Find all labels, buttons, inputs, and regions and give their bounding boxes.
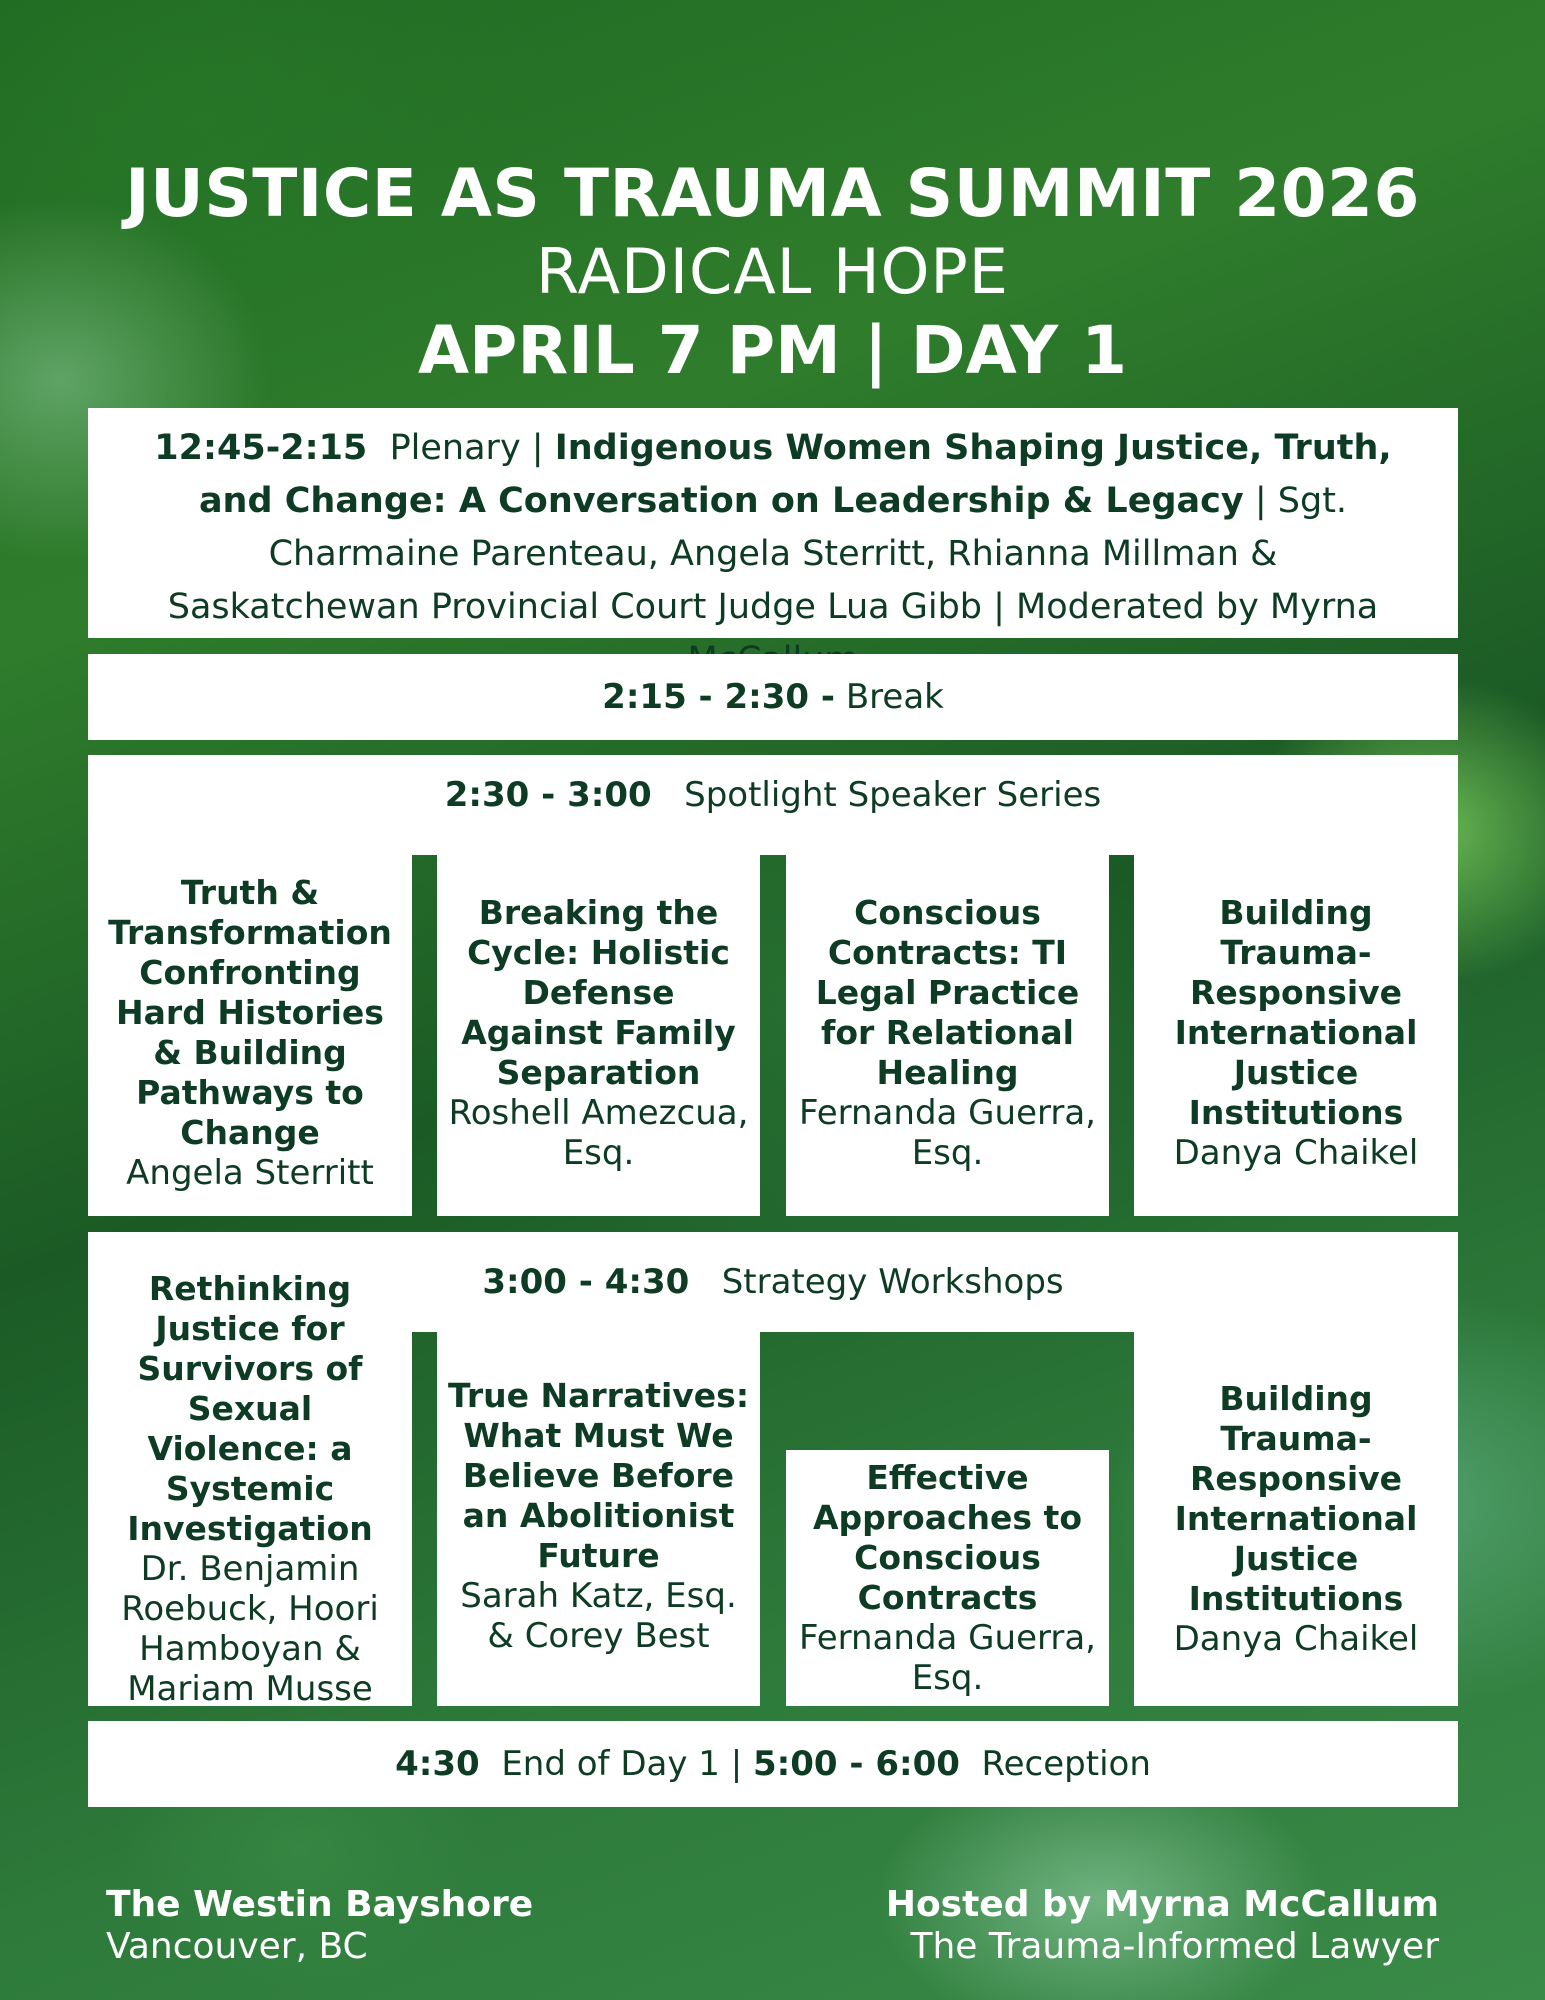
summit-title: JUSTICE AS TRAUMA SUMMIT 2026: [125, 155, 1420, 232]
break-label: Break: [845, 677, 944, 717]
spotlight-header: [88, 755, 1458, 855]
host-name: Hosted by Myrna McCallum: [885, 1884, 1439, 1925]
spotlight-time: 2:30 - 3:00: [444, 775, 652, 815]
session-speaker: Danya Chaikel: [1173, 1619, 1419, 1659]
break-panel: [88, 654, 1458, 740]
spotlight-session-1: [88, 850, 412, 1216]
session-title: Effective Approaches to Conscious Contracts: [812, 1458, 1082, 1617]
session-speaker: Angela Sterritt: [126, 1153, 374, 1193]
reception-time: 5:00 - 6:00: [752, 1744, 960, 1784]
workshop-session-1: [88, 1232, 412, 1709]
plenary-title: Indigenous Women Shaping Justice, Truth, and Change: A Conversation on Leadership & Legacy: [198, 428, 1392, 521]
end-time: 4:30: [395, 1744, 480, 1784]
session-speaker: Roshell Amezcua, Esq.: [448, 1093, 749, 1173]
plenary-panel: [88, 408, 1458, 638]
reception-label: Reception: [981, 1744, 1151, 1784]
spotlight-session-2: [437, 850, 760, 1216]
session-title: Breaking the Cycle: Holistic Defense Against Family Separation: [461, 893, 736, 1092]
session-title: Rethinking Justice for Survivors of Sexual Violence: a Systemic Investigation: [127, 1269, 373, 1548]
plenary-time: 12:45-2:15: [154, 428, 368, 468]
workshops-label: Strategy Workshops: [721, 1262, 1064, 1302]
host-org: The Trauma-Informed Lawyer: [910, 1926, 1439, 1967]
session-speaker: Fernanda Guerra, Esq.: [799, 1618, 1096, 1698]
session-title: True Narratives: What Must We Believe Before an Abolitionist Future: [447, 1375, 750, 1575]
session-title: Truth & Transformation Confronting Hard Histories & Building Pathways to Change: [108, 873, 392, 1152]
summit-subtitle: RADICAL HOPE: [536, 235, 1009, 308]
session-title: Building Trauma-Responsive International Justice Institutions: [1174, 1379, 1418, 1618]
venue-name: The Westin Bayshore: [106, 1884, 534, 1925]
session-speaker: Danya Chaikel: [1173, 1133, 1419, 1173]
host-block: [886, 1884, 1439, 1968]
spotlight-label: Spotlight Speaker Series: [684, 775, 1102, 815]
session-speaker: Fernanda Guerra, Esq.: [799, 1093, 1096, 1173]
end-panel: [88, 1721, 1458, 1807]
session-speaker: Sarah Katz, Esq. & Corey Best: [460, 1575, 737, 1656]
session-speaker: Dr. Benjamin Roebuck, Hoori Hamboyan & Mariam Musse: [121, 1549, 379, 1709]
break-time: 2:15 - 2:30 -: [602, 677, 836, 717]
plenary-type: Plenary |: [389, 428, 544, 468]
plenary-speakers: | Sgt. Charmaine Parenteau, Angela Sterritt, Rhianna Millman & Saskatchewan Provincial Court Judge Lua Gibb | Moderated by Myrna: [167, 481, 1379, 627]
end-label: End of Day 1 |: [501, 1744, 743, 1784]
workshops-time: 3:00 - 4:30: [482, 1262, 690, 1302]
spotlight-session-4: [1134, 850, 1458, 1216]
workshop-session-4: [1134, 1332, 1458, 1706]
session-title: Building Trauma-Responsive International Justice Institutions: [1174, 893, 1418, 1132]
spotlight-session-3: [786, 850, 1109, 1216]
venue-block: [106, 1884, 533, 1968]
venue-city: Vancouver, BC: [106, 1926, 368, 1967]
session-title: Conscious Contracts: TI Legal Practice for Relational Healing: [815, 893, 1080, 1092]
workshop-session-3: [786, 1450, 1109, 1706]
summit-date: APRIL 7 PM | DAY 1: [417, 312, 1128, 389]
workshop-session-2: [437, 1325, 760, 1706]
